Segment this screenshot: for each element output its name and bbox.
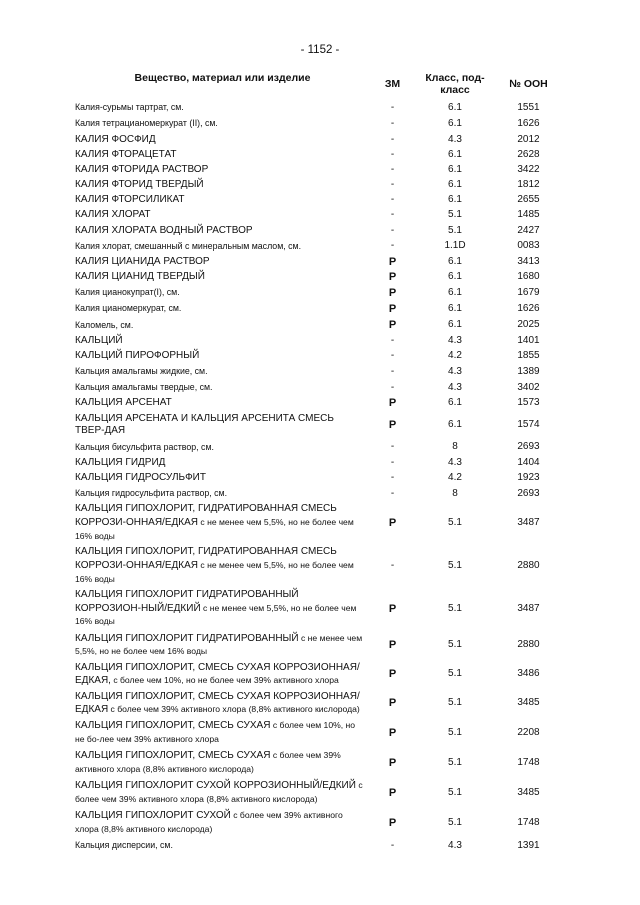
table-row (75, 163, 562, 178)
table-row (75, 588, 562, 631)
substance-name-text: Кальция амальгамы жидкие, см. (75, 366, 208, 377)
substance-name (75, 163, 370, 178)
zm-value: P (388, 271, 397, 284)
substance-name (75, 411, 370, 439)
zm-value: P (388, 602, 397, 615)
substance-name (75, 396, 370, 411)
substance-name (75, 545, 370, 588)
table-row (75, 100, 562, 116)
zm-value: P (388, 255, 397, 268)
substance-name (75, 838, 370, 854)
table-row (75, 178, 562, 193)
un-number-value: 1748 (517, 816, 540, 828)
substance-name-text: Калия-сурьмы тартрат, см. (75, 102, 184, 113)
substance-name-detail: с не менее чем 5,5%, но не более чем 16% воды (75, 517, 354, 541)
substance-name-text: Калия цианомеркурат, см. (75, 303, 182, 314)
substance-name (75, 748, 370, 778)
header-class: Класс, под-класс (425, 72, 485, 96)
zm-value: - (390, 349, 395, 361)
substance-name-text: КАЛИЯ ЦИАНИДА РАСТВОР (75, 255, 210, 267)
table-row (75, 689, 562, 718)
dangerous-goods-table (75, 72, 562, 854)
table-row (75, 301, 562, 317)
class-value: 5.1 (448, 559, 462, 571)
class-value: 5.1 (448, 816, 462, 828)
class-value: 5.1 (448, 517, 462, 529)
substance-name-text: КАЛЬЦИЯ ГИПОХЛОРИТ СУХОЙ КОРРОЗИОННЫЙ/ЕДКИЙ (75, 780, 356, 792)
un-number-value: 2628 (517, 148, 540, 160)
un-number-value: 1812 (517, 179, 540, 191)
class-value: 4.3 (448, 381, 462, 393)
substance-name (75, 439, 370, 455)
substance-name (75, 689, 370, 718)
class-value: 6.1 (448, 148, 462, 160)
zm-value: P (388, 302, 397, 315)
un-number-value: 1573 (517, 397, 540, 409)
substance-name-detail: с не менее чем 5,5%, но не более чем 16% воды (75, 632, 363, 657)
class-value: 6.1 (448, 302, 462, 314)
substance-name-text: КАЛЬЦИЯ ГИПОХЛОРИТ, ГИДРАТИРОВАННАЯ СМЕСЬ КОРРОЗИ-ОННАЯ/ЕДКАЯ (75, 503, 337, 529)
substance-name-text: КАЛИЯ ФТОРАЦЕТАТ (75, 148, 177, 160)
class-value: 6.1 (448, 286, 462, 298)
substance-name-detail: с не менее чем 5,5%, но не более чем 16% воды (75, 602, 357, 627)
un-number-value: 2208 (517, 726, 540, 738)
class-value: 4.2 (448, 471, 462, 483)
zm-value: P (388, 319, 397, 332)
substance-name (75, 285, 370, 301)
table-row (75, 471, 562, 486)
zm-value: - (390, 194, 395, 206)
substance-name-text: Кальция амальгамы твердые, см. (75, 382, 213, 393)
class-value: 4.3 (448, 839, 462, 851)
table-row (75, 808, 562, 838)
class-value: 5.1 (448, 209, 462, 221)
table-row (75, 223, 562, 238)
substance-name-detail: с не менее чем 5,5%, но не более чем 16% воды (75, 559, 354, 584)
class-value: 5.1 (448, 697, 462, 709)
substance-name (75, 502, 370, 545)
substance-name (75, 208, 370, 223)
substance-name (75, 301, 370, 317)
un-number-value: 0083 (517, 240, 540, 252)
table-row (75, 838, 562, 854)
zm-value: - (390, 163, 395, 175)
substance-name-text: КАЛЬЦИЯ ГИДРОСУЛЬФИТ (75, 471, 206, 483)
substance-name-text: КАЛИЯ ХЛОРАТ (75, 209, 151, 221)
substance-name-text: КАЛЬЦИЯ ГИДРИД (75, 456, 166, 468)
table-row (75, 116, 562, 132)
class-value: 5.1 (448, 786, 462, 798)
substance-name-text: Калия цианокупрат(I), см. (75, 287, 180, 298)
class-value: 6.1 (448, 194, 462, 206)
substance-name (75, 778, 370, 808)
class-value: 6.1 (448, 419, 462, 431)
class-value: 6.1 (448, 179, 462, 191)
substance-name-text: КАЛИЯ ХЛОРАТА ВОДНЫЙ РАСТВОР (75, 224, 253, 236)
zm-value: - (390, 471, 395, 483)
substance-name-detail: с более чем 39% активного хлора (8,8% активного кислорода) (75, 810, 343, 835)
substance-name-text: Калия тетрацианомеркурат (II), см. (75, 118, 218, 129)
substance-name-text: КАЛЬЦИЯ ГИПОХЛОРИТ, СМЕСЬ СУХАЯ (75, 720, 271, 732)
un-number-value: 1748 (517, 756, 540, 768)
class-value: 6.1 (448, 255, 462, 267)
class-value: 4.2 (448, 349, 462, 361)
substance-name (75, 486, 370, 502)
zm-value: - (390, 365, 395, 377)
substance-name-detail: с более чем 39% активного хлора (8,8% активного кислорода) (108, 704, 360, 715)
page-number: - 1152 - (300, 44, 340, 56)
header-name: Вещество, материал или изделие (134, 72, 311, 84)
table-row (75, 545, 562, 588)
zm-value: - (390, 101, 395, 113)
table-row (75, 439, 562, 455)
zm-value: P (388, 816, 397, 829)
substance-name (75, 630, 370, 660)
un-number-value: 2427 (517, 224, 540, 236)
substance-name-text: КАЛЬЦИЙ ПИРОФОРНЫЙ (75, 349, 200, 361)
substance-name (75, 270, 370, 285)
class-value: 5.1 (448, 224, 462, 236)
header-zm: ЗМ (384, 78, 401, 90)
un-number-value: 2025 (517, 319, 540, 331)
un-number-value: 1626 (517, 302, 540, 314)
un-number-value: 3486 (517, 668, 540, 680)
table-header-row (75, 72, 562, 100)
un-number-value: 3402 (517, 381, 540, 393)
table-row (75, 364, 562, 380)
zm-value: P (388, 638, 397, 651)
un-number-value: 1485 (517, 209, 540, 221)
class-value: 5.1 (448, 726, 462, 738)
class-value: 5.1 (448, 602, 462, 614)
un-number-value: 1401 (517, 334, 540, 346)
un-number-value: 1679 (517, 286, 540, 298)
substance-name (75, 148, 370, 163)
un-number-value: 2880 (517, 559, 540, 571)
substance-name-text: Кальция бисульфита раствор, см. (75, 441, 214, 452)
table-row (75, 660, 562, 689)
class-value: 4.3 (448, 456, 462, 468)
substance-name-text: КАЛЬЦИЙ (75, 334, 123, 346)
table-row (75, 193, 562, 208)
un-number-value: 3487 (517, 602, 540, 614)
class-value: 5.1 (448, 668, 462, 680)
un-number-value: 1551 (517, 101, 540, 113)
substance-name-detail: с более чем 39% активного хлора (8,8% активного кислорода) (75, 750, 341, 775)
class-value: 6.1 (448, 319, 462, 331)
class-value: 6.1 (448, 397, 462, 409)
zm-value: - (390, 456, 395, 468)
un-number-value: 1923 (517, 471, 540, 483)
un-number-value: 3487 (517, 517, 540, 529)
table-row (75, 748, 562, 778)
substance-name-text: КАЛИЯ ФТОРИД ТВЕРДЫЙ (75, 179, 204, 191)
table-row (75, 411, 562, 439)
zm-value: - (390, 334, 395, 346)
substance-name-detail: с более чем 39% активного хлора (8,8% активного кислорода) (75, 780, 363, 805)
substance-name-text: КАЛЬЦИЯ ГИПОХЛОРИТ, СМЕСЬ СУХАЯ КОРРОЗИОННАЯ/ЕДКАЯ (75, 690, 360, 716)
un-number-value: 2880 (517, 638, 540, 650)
un-number-value: 2012 (517, 133, 540, 145)
substance-name (75, 718, 370, 748)
un-number-value: 1680 (517, 271, 540, 283)
zm-value: - (390, 148, 395, 160)
class-value: 5.1 (448, 638, 462, 650)
substance-name-text: КАЛЬЦИЯ ГИПОХЛОРИТ, СМЕСЬ СУХАЯ (75, 750, 271, 762)
substance-name-text: КАЛЬЦИЯ ГИПОХЛОРИТ ГИДРАТИРОВАННЫЙ КОРРОЗИОН-НЫЙ/ЕДКИЙ (75, 588, 299, 614)
substance-name-text: КАЛЬЦИЯ АРСЕНАТ (75, 397, 172, 409)
table-row (75, 285, 562, 301)
zm-value: - (390, 487, 395, 499)
substance-name-detail: с более чем 10%, но не более чем 39% активного хлора (110, 675, 339, 686)
zm-value: P (388, 697, 397, 710)
un-number-value: 2693 (517, 441, 540, 453)
substance-name-text: КАЛЬЦИЯ АРСЕНАТА И КАЛЬЦИЯ АРСЕНИТА СМЕСЬ ТВЕР-ДАЯ (75, 412, 334, 437)
zm-value: P (388, 517, 397, 530)
un-number-value: 3413 (517, 255, 540, 267)
un-number-value: 1574 (517, 419, 540, 431)
class-value: 6.1 (448, 163, 462, 175)
zm-value: - (390, 133, 395, 145)
substance-name (75, 808, 370, 838)
table-body (75, 100, 562, 854)
zm-value: - (390, 441, 395, 453)
table-row (75, 718, 562, 748)
table-row (75, 148, 562, 163)
zm-value: - (390, 381, 395, 393)
table-row (75, 317, 562, 333)
class-value: 4.3 (448, 365, 462, 377)
substance-name (75, 364, 370, 380)
table-row (75, 270, 562, 285)
zm-value: P (388, 756, 397, 769)
table-row (75, 132, 562, 147)
zm-value: - (390, 559, 395, 571)
zm-value: - (390, 209, 395, 221)
zm-value: - (390, 224, 395, 236)
substance-name (75, 588, 370, 631)
substance-name (75, 471, 370, 486)
class-value: 4.3 (448, 334, 462, 346)
class-value: 8 (452, 487, 458, 499)
substance-name-text: Кальция гидросульфита раствор, см. (75, 488, 228, 499)
table-row (75, 630, 562, 660)
substance-name-text: КАЛЬЦИЯ ГИПОХЛОРИТ ГИДРАТИРОВАННЫЙ (75, 632, 299, 644)
table-row (75, 208, 562, 223)
table-row (75, 778, 562, 808)
table-row (75, 486, 562, 502)
class-value: 1.1D (444, 240, 466, 252)
zm-value: - (390, 117, 395, 129)
table-row (75, 239, 562, 255)
substance-name (75, 239, 370, 255)
zm-value: - (390, 179, 395, 191)
substance-name (75, 456, 370, 471)
class-value: 8 (452, 441, 458, 453)
class-value: 6.1 (448, 101, 462, 113)
un-number-value: 3422 (517, 163, 540, 175)
table-row (75, 380, 562, 396)
substance-name-text: КАЛЬЦИЯ ГИПОХЛОРИТ СУХОЙ (75, 810, 231, 822)
zm-value: P (388, 726, 397, 739)
un-number-value: 1626 (517, 117, 540, 129)
substance-name-text: Кальция дисперсии, см. (75, 840, 173, 851)
substance-name (75, 193, 370, 208)
substance-name (75, 100, 370, 116)
substance-name (75, 660, 370, 689)
table-row (75, 396, 562, 411)
substance-name (75, 132, 370, 147)
header-un-number: № ООН (509, 78, 548, 90)
un-number-value: 3485 (517, 786, 540, 798)
substance-name (75, 334, 370, 349)
substance-name (75, 349, 370, 364)
substance-name-detail: с более чем 10%, но не бо-лее чем 39% активного хлора (75, 720, 356, 745)
table-row (75, 255, 562, 270)
substance-name-text: КАЛИЯ ФОСФИД (75, 133, 156, 145)
substance-name (75, 255, 370, 270)
class-value: 6.1 (448, 271, 462, 283)
zm-value: - (390, 240, 395, 252)
un-number-value: 3485 (517, 697, 540, 709)
table-row (75, 456, 562, 471)
substance-name (75, 380, 370, 396)
substance-name-text: КАЛИЯ ФТОРСИЛИКАТ (75, 194, 185, 206)
zm-value: P (388, 397, 397, 410)
un-number-value: 2693 (517, 487, 540, 499)
un-number-value: 2655 (517, 194, 540, 206)
substance-name-text: КАЛЬЦИЯ ГИПОХЛОРИТ, СМЕСЬ СУХАЯ КОРРОЗИОННАЯ/ЕДКАЯ, (75, 661, 360, 687)
zm-value: P (388, 286, 397, 299)
substance-name-text: КАЛИЯ ЦИАНИД ТВЕРДЫЙ (75, 271, 205, 283)
substance-name (75, 223, 370, 238)
un-number-value: 1404 (517, 456, 540, 468)
substance-name-text: КАЛЬЦИЯ ГИПОХЛОРИТ, ГИДРАТИРОВАННАЯ СМЕСЬ КОРРОЗИ-ОННАЯ/ЕДКАЯ (75, 546, 337, 571)
zm-value: P (388, 786, 397, 799)
substance-name (75, 317, 370, 333)
class-value: 5.1 (448, 756, 462, 768)
substance-name (75, 116, 370, 132)
un-number-value: 1391 (517, 839, 540, 851)
zm-value: P (388, 668, 397, 681)
class-value: 6.1 (448, 117, 462, 129)
table-row (75, 502, 562, 545)
table-row (75, 349, 562, 364)
substance-name-text: КАЛИЯ ФТОРИДА РАСТВОР (75, 163, 209, 175)
substance-name (75, 178, 370, 193)
class-value: 4.3 (448, 133, 462, 145)
un-number-value: 1855 (517, 349, 540, 361)
substance-name-text: Каломель, см. (75, 319, 134, 330)
zm-value: P (388, 419, 397, 432)
table-row (75, 334, 562, 349)
zm-value: - (390, 839, 395, 851)
un-number-value: 1389 (517, 365, 540, 377)
substance-name-text: Калия хлорат, смешанный с минеральным маслом, см. (75, 240, 302, 251)
